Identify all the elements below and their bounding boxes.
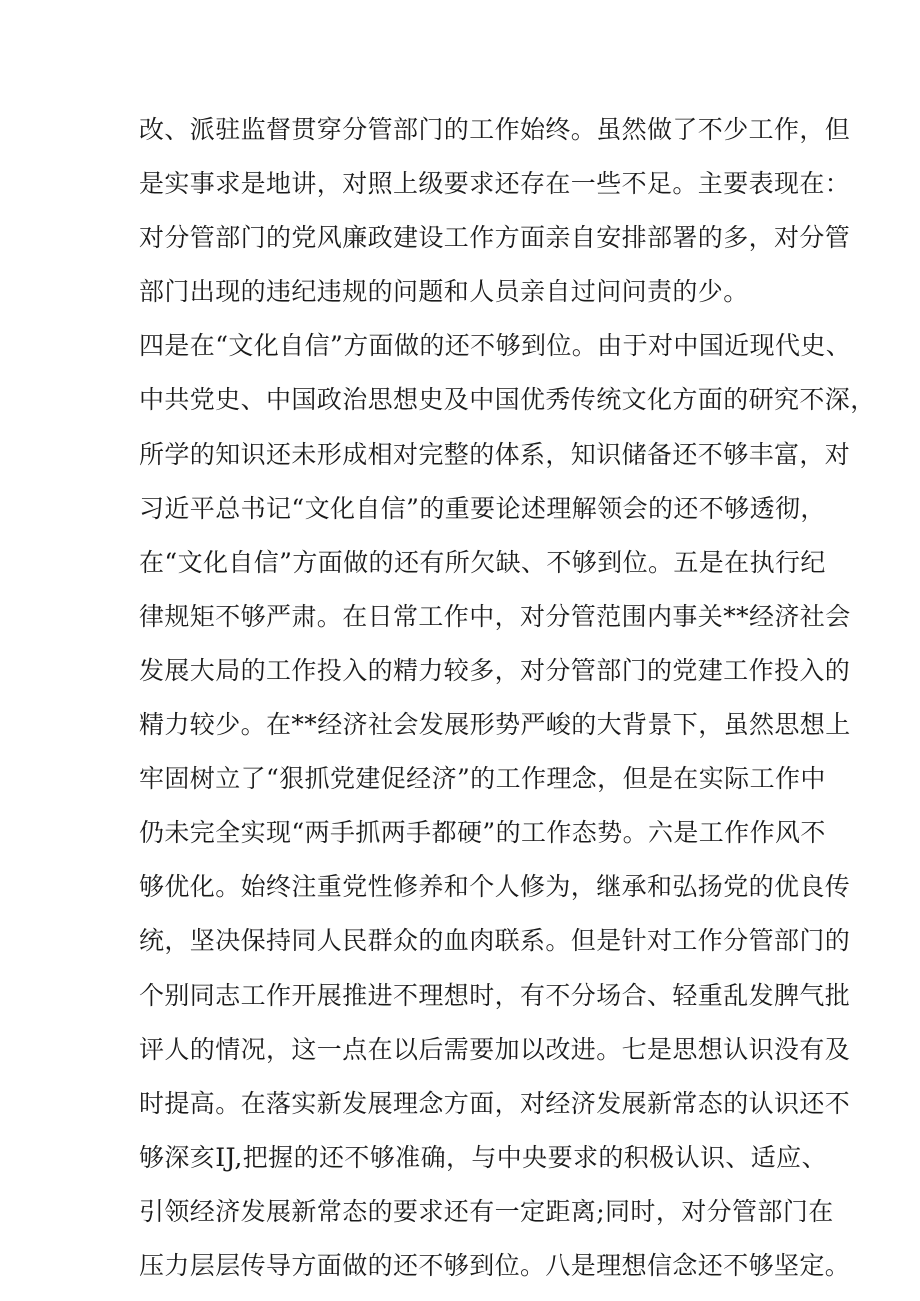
document-body: [139, 103, 876, 1293]
text-line-18: 评人的情况，这一点在以后需要加以改进。七是思想认识没有及: [139, 1034, 851, 1064]
text-line-21: 引领经济发展新常态的要求还有一定距离;同时，对分管部门在: [139, 1196, 834, 1226]
text-line-8: 习近平总书记“文化自信”的重要论述理解领会的还不够透彻，: [139, 493, 826, 523]
text-line-16: 统，坚决保持同人民群众的血肉联系。但是针对工作分管部门的: [139, 926, 851, 956]
text-line-17: 个别同志工作开展推进不理想时，有不分场合、轻重乱发脾气批: [139, 980, 851, 1010]
text-line-11: 发展大局的工作投入的精力较多，对分管部门的党建工作投入的: [139, 655, 851, 685]
text-line-7: 所学的知识还未形成相对完整的体系，知识储备还不够丰富，对: [139, 439, 851, 469]
text-line-22: 压力层层传导方面做的还不够到位。八是理想信念还不够坚定。: [139, 1250, 851, 1280]
text-line-20: 够深亥IJ,把握的还不够准确，与中央要求的积极认识、适应、: [139, 1142, 827, 1172]
text-line-3: 对分管部门的党风廉政建设工作方面亲自安排部署的多，对分管: [139, 223, 851, 253]
text-line-14: 仍未完全实现“两手抓两手都硬”的工作态势。六是工作作风不: [139, 818, 826, 848]
text-line-12: 精力较少。在**经济社会发展形势严峻的大背景下，虽然思想上: [139, 710, 851, 740]
text-line-10: 律规矩不够严肃。在日常工作中，对分管范围内事关**经济社会: [139, 601, 851, 631]
text-line-15: 够优化。始终注重党性修养和个人修为，继承和弘扬党的优良传: [139, 872, 851, 902]
text-line-13: 牢固树立了“狠抓党建促经济”的工作理念，但是在实际工作中: [139, 764, 826, 794]
text-line-19: 时提高。在落实新发展理念方面，对经济发展新常态的认识还不: [139, 1088, 851, 1118]
text-line-2: 是实事求是地讲，对照上级要求还存在一些不足。主要表现在：: [139, 169, 851, 199]
text-line-1: 改、派驻监督贯穿分管部门的工作始终。虽然做了不少工作，但: [139, 115, 851, 144]
text-line-9: 在“文化自信”方面做的还有所欠缺、不够到位。五是在执行纪: [139, 547, 826, 577]
text-line-6: 中共党史、中国政治思想史及中国优秀传统文化方面的研究不深，: [139, 385, 876, 415]
text-line-4: 部门出现的违纪违规的问题和人员亲自过问问责的少。: [139, 277, 749, 307]
text-line-5: 四是在“文化自信”方面做的还不够到位。由于对中国近现代史、: [139, 331, 852, 361]
